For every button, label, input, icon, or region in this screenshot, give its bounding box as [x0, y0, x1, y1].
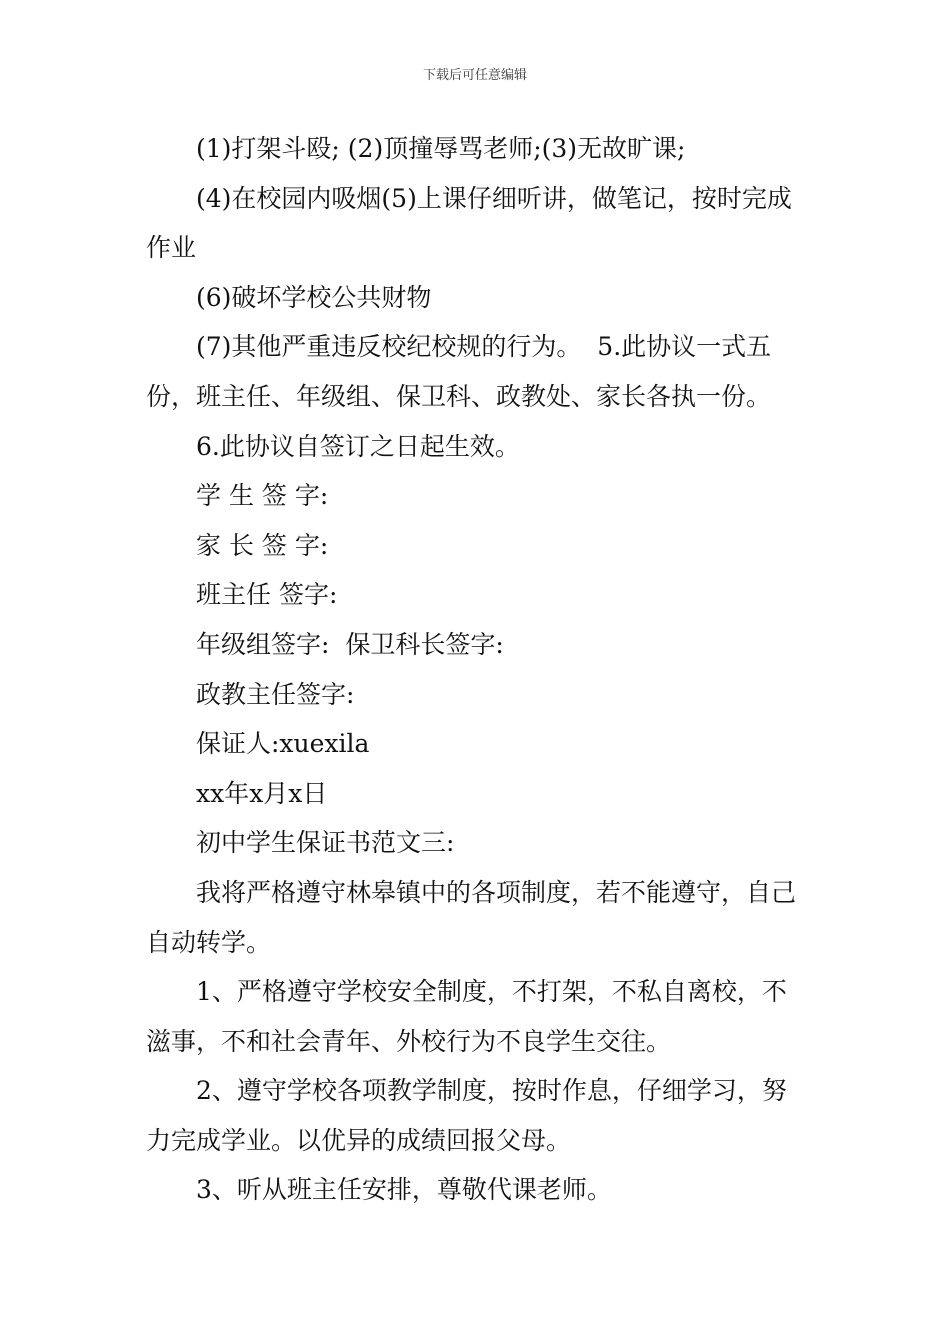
paragraph-intro: 我将严格遵守林皋镇中的各项制度，若不能遵守，自己自动转学。 [146, 877, 797, 957]
rule-item-1: 1、严格遵守学校安全制度，不打架，不私自离校，不滋事，不和社会青年、外校行为不良学生交往。 [146, 977, 787, 1056]
date-line: xx年x月x日 [196, 778, 328, 808]
paragraph-1: (1)打架斗殴; (2)顶撞辱骂老师;(3)无故旷课; [196, 134, 686, 163]
head-teacher-signature-line: 班主任 签字: [196, 580, 338, 610]
section-title: 初中学生保证书范文三: [196, 828, 455, 858]
paragraph-5: 6.此协议自签订之日起生效。 [196, 431, 520, 461]
grade-security-signature-line: 年级组签字: 保卫科长签字: [196, 629, 504, 659]
document-body [146, 124, 810, 1215]
page-header: 下载后可任意编辑 [422, 68, 527, 83]
parent-signature-line: 家 长 签 字: [196, 530, 329, 560]
political-director-signature-line: 政教主任签字: [196, 679, 355, 709]
student-signature-line: 学 生 签 字: [196, 481, 329, 511]
paragraph-2: (4)在校园内吸烟(5)上课仔细听讲，做笔记，按时完成作业 [146, 183, 792, 263]
rule-item-2: 2、遵守学校各项教学制度，按时作息，仔细学习，努力完成学业。以优异的成绩回报父母。 [146, 1076, 787, 1155]
rule-item-3: 3、听从班主任安排，尊敬代课老师。 [196, 1175, 612, 1205]
paragraph-4: (7)其他严重违反校纪校规的行为。 5.此协议一式五份，班主任、年级组、保卫科、政教处、家长各执一份。 [146, 332, 772, 411]
guarantor-line: 保证人:xuexila [196, 729, 370, 759]
paragraph-3: (6)破坏学校公共财物 [196, 282, 432, 312]
